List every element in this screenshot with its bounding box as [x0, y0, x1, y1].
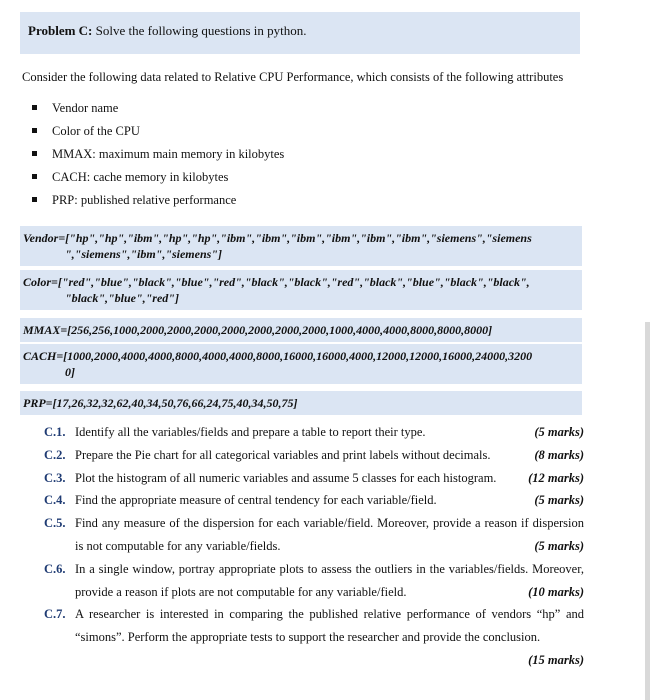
problem-header: [20, 12, 580, 54]
question-item: C.1. (5 marks) Identify all the variables/fields and prepare a table to report their type.: [44, 425, 584, 439]
question-item: C.4. (5 marks) Find the appropriate measure of central tendency for each variable/field.: [44, 493, 584, 508]
question-item: C.3. (12 marks) Plot the histogram of all numeric variables and assume 5 classes for each histogram.: [44, 470, 584, 485]
attribute-item: Color of the CPU: [30, 123, 284, 146]
question-item: C.2. (8 marks) Prepare the Pie chart for all categorical variables and print labels without decimals.: [44, 447, 584, 462]
attribute-item: MMAX: maximum main memory in kilobytes: [30, 146, 284, 169]
cach-data: CACH=[1000,2000,4000,4000,8000,4000,4000,8000,16000,16000,4000,12000,12000,16000,24000,3200 0]: [20, 344, 582, 384]
question-list: [44, 421, 584, 672]
attribute-list: [30, 100, 284, 215]
problem-label: Problem C:: [28, 23, 93, 38]
color-data: Color=["red","blue","black","blue","red","black","black","red","black","blue","black","black", "black","blue","red"]: [20, 270, 582, 310]
attribute-item: PRP: published relative performance: [30, 192, 284, 215]
problem-title: [28, 23, 307, 39]
question-item: C.6. In a single window, portray appropriate plots to assess the outliers in the variables/fields. Moreover, provide a reason if plots are not computable for any variable/field. (10 marks): [44, 561, 584, 599]
question-item: C.7. A researcher is interested in comparing the published relative performance of vendors “hp” and “simons”. Perform the appropriate tests to support the researcher and provide the conclusion. (15 marks): [44, 607, 584, 667]
intro-text: Consider the following data related to Relative CPU Performance, which consists of the following attributes: [22, 70, 564, 84]
prp-data: PRP=[17,26,32,32,62,40,34,50,76,66,24,75,40,34,50,75]: [20, 391, 582, 415]
vendor-data: Vendor=["hp","hp","ibm","hp","hp","ibm","ibm","ibm","ibm","ibm","ibm","siemens","siemens ","siemens","ibm","siemens"]: [20, 226, 582, 266]
attribute-item: CACH: cache memory in kilobytes: [30, 169, 284, 192]
bullet-square-icon: [32, 197, 37, 202]
bullet-square-icon: [32, 174, 37, 179]
bullet-square-icon: [32, 128, 37, 133]
bullet-square-icon: [32, 105, 37, 110]
scrollbar-track[interactable]: [645, 322, 650, 700]
bullet-square-icon: [32, 151, 37, 156]
attribute-item: Vendor name: [30, 100, 284, 123]
mmax-data: MMAX=[256,256,1000,2000,2000,2000,2000,2000,2000,2000,1000,4000,4000,8000,8000,8000]: [20, 318, 582, 342]
question-item: C.5. Find any measure of the dispersion for each variable/field. Moreover, provide a reason if dispersion is not computable for any variable/fields. (5 marks): [44, 516, 584, 553]
problem-instruction: Solve the following questions in python.: [92, 23, 307, 38]
